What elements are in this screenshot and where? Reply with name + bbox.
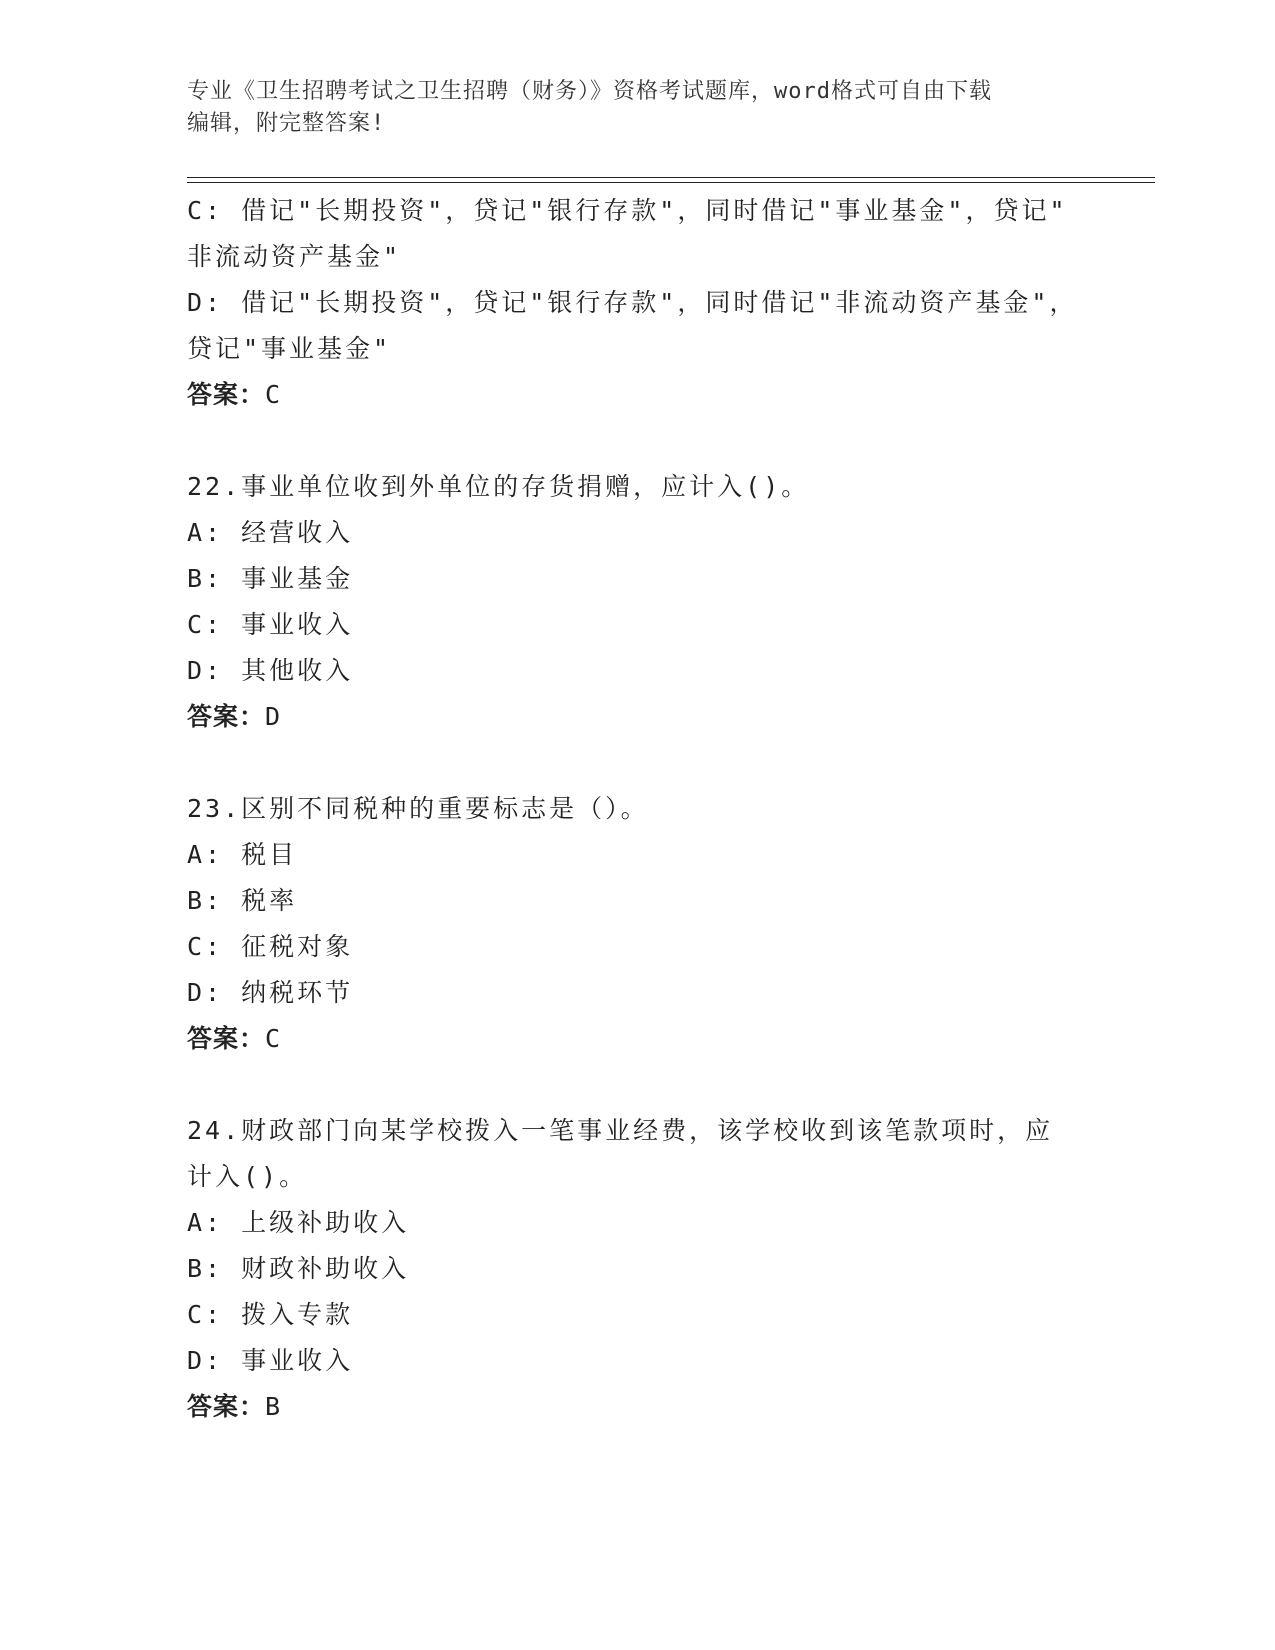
answer [187, 1016, 1077, 1062]
question-stem-line-2: 计入()。 [187, 1162, 308, 1191]
option-c: C: 拨入专款 [187, 1300, 354, 1329]
answer [187, 1384, 1077, 1430]
answer-value: B [265, 1392, 283, 1421]
answer [187, 694, 1077, 740]
option-d: D: 其他收入 [187, 656, 354, 685]
answer-value: C [265, 1024, 283, 1053]
option-c-line-1: C: 借记"长期投资"，贷记"银行存款"，同时借记"事业基金"，贷记" [187, 196, 1068, 225]
option-c: C: 事业收入 [187, 610, 354, 639]
header-divider-bottom [187, 182, 1155, 183]
option-d: D: 纳税环节 [187, 978, 354, 1007]
question-stem: 23.区别不同税种的重要标志是（）。 [187, 794, 649, 823]
option-c-line-2: 非流动资产基金" [187, 242, 402, 271]
answer-value: D [265, 702, 283, 731]
question-stem-line-1: 24.财政部门向某学校拨入一笔事业经费，该学校收到该笔款项时，应 [187, 1116, 1054, 1145]
option-a: A: 上级补助收入 [187, 1208, 410, 1237]
answer-label: 答案： [187, 1392, 266, 1421]
question-22 [187, 464, 1077, 740]
option-b: B: 税率 [187, 886, 298, 915]
option-b: B: 财政补助收入 [187, 1254, 410, 1283]
document-header [187, 76, 1077, 140]
answer-label: 答案： [187, 380, 266, 409]
question-21-continued [187, 188, 1077, 418]
option-b: B: 事业基金 [187, 564, 354, 593]
option-d-line-2: 贷记"事业基金" [187, 334, 392, 363]
question-list [187, 188, 1077, 1430]
answer-value: C [265, 380, 283, 409]
question-23 [187, 786, 1077, 1062]
answer [187, 372, 1077, 418]
question-stem: 22.事业单位收到外单位的存货捐赠，应计入()。 [187, 472, 810, 501]
option-d-line-1: D: 借记"长期投资"，贷记"银行存款"，同时借记"非流动资产基金"， [187, 288, 1078, 317]
answer-label: 答案： [187, 1024, 266, 1053]
option-a: A: 税目 [187, 840, 298, 869]
header-line-1: 专业《卫生招聘考试之卫生招聘（财务）》资格考试题库，word格式可自由下载 [187, 79, 992, 104]
option-d: D: 事业收入 [187, 1346, 354, 1375]
question-24 [187, 1108, 1077, 1430]
answer-label: 答案： [187, 702, 266, 731]
header-line-2: 编辑，附完整答案! [187, 111, 386, 136]
header-divider-top [187, 177, 1155, 178]
option-a: A: 经营收入 [187, 518, 354, 547]
option-c: C: 征税对象 [187, 932, 354, 961]
